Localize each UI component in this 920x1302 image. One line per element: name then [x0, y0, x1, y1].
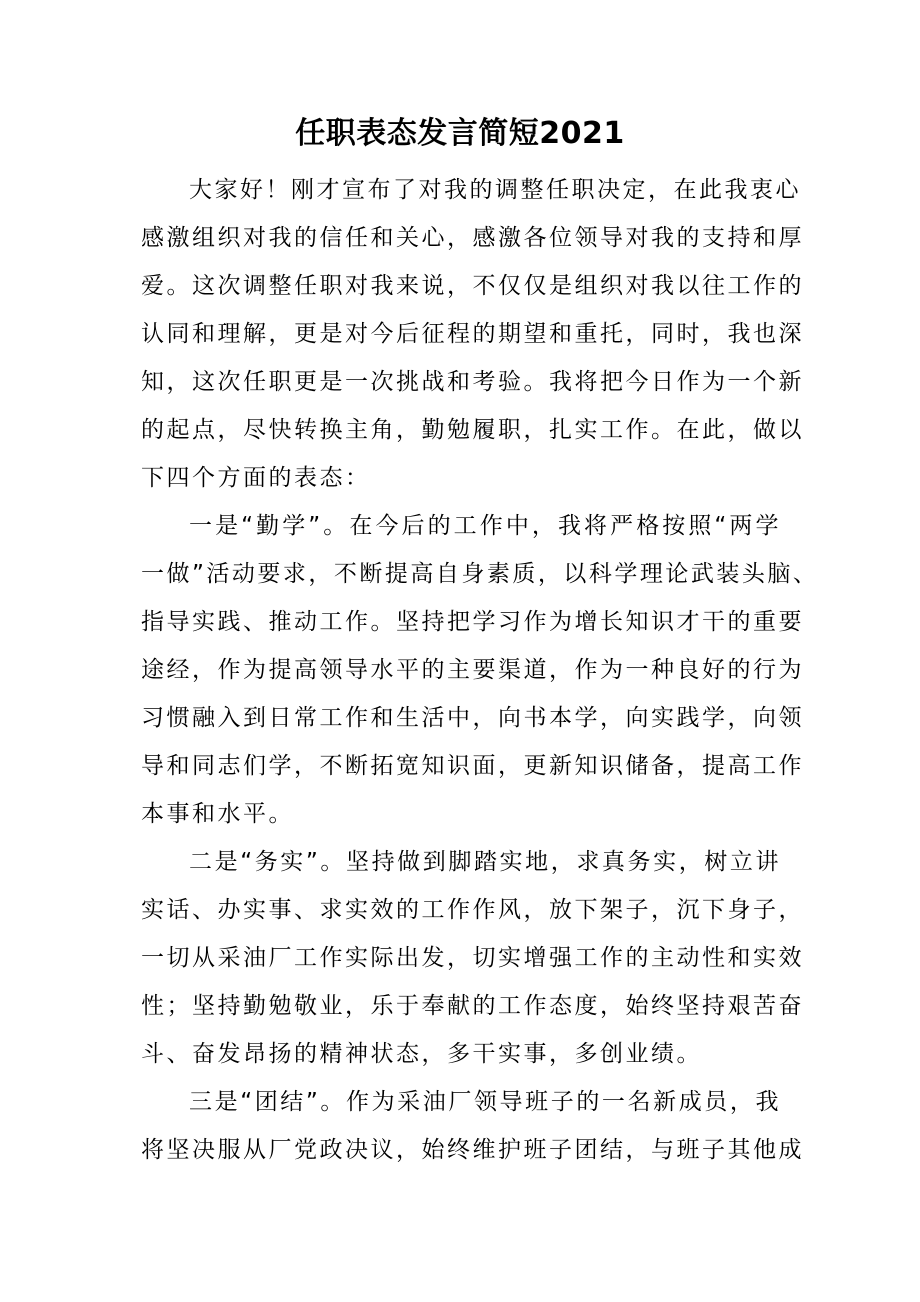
text-line: 二是“务实”。坚持做到脚踏实地，求真务实，树立讲: [189, 849, 781, 875]
text-line: 爱。这次调整任职对我来说，不仅仅是组织对我以往工作的: [141, 273, 804, 299]
text-line: 导和同志们学，不断拓宽知识面，更新知识储备，提高工作: [141, 753, 804, 779]
text-line: 大家好！刚才宣布了对我的调整任职决定，在此我衷心: [189, 177, 801, 203]
text-line: 一做”活动要求，不断提高自身素质，以科学理论武装头脑、: [141, 561, 819, 587]
text-line: 指导实践、推动工作。坚持把学习作为增长知识才干的重要: [141, 609, 804, 635]
text-line: 斗、奋发昂扬的精神状态，多干实事，多创业绩。: [141, 1041, 702, 1067]
text-line: 知，这次任职更是一次挑战和考验。我将把今日作为一个新: [141, 369, 804, 395]
document-title: 任职表态发言简短2021: [295, 116, 625, 151]
document-body: [141, 166, 819, 1174]
text-line: 一是“勤学”。在今后的工作中，我将严格按照“两学: [189, 513, 781, 539]
text-line: 下四个方面的表态：: [141, 465, 371, 491]
text-line: 性；坚持勤勉敬业，乐于奉献的工作态度，始终坚持艰苦奋: [141, 993, 804, 1019]
text-line: 认同和理解，更是对今后征程的期望和重托，同时，我也深: [141, 321, 804, 347]
text-line: 的起点，尽快转换主角，勤勉履职，扎实工作。在此，做以: [141, 417, 804, 443]
text-line: 三是“团结”。作为采油厂领导班子的一名新成员，我: [189, 1089, 781, 1115]
text-line: 将坚决服从厂党政决议，始终维护班子团结，与班子其他成: [141, 1137, 804, 1163]
text-line: 实话、办实事、求实效的工作作风，放下架子，沉下身子，: [141, 897, 804, 923]
text-line: 途经，作为提高领导水平的主要渠道，作为一种良好的行为: [141, 657, 804, 683]
text-line: 习惯融入到日常工作和生活中，向书本学，向实践学，向领: [141, 705, 804, 731]
text-line: 一切从采油厂工作实际出发，切实增强工作的主动性和实效: [141, 945, 804, 971]
text-line: 感激组织对我的信任和关心，感激各位领导对我的支持和厚: [141, 225, 804, 251]
text-line: 本事和水平。: [141, 801, 294, 827]
